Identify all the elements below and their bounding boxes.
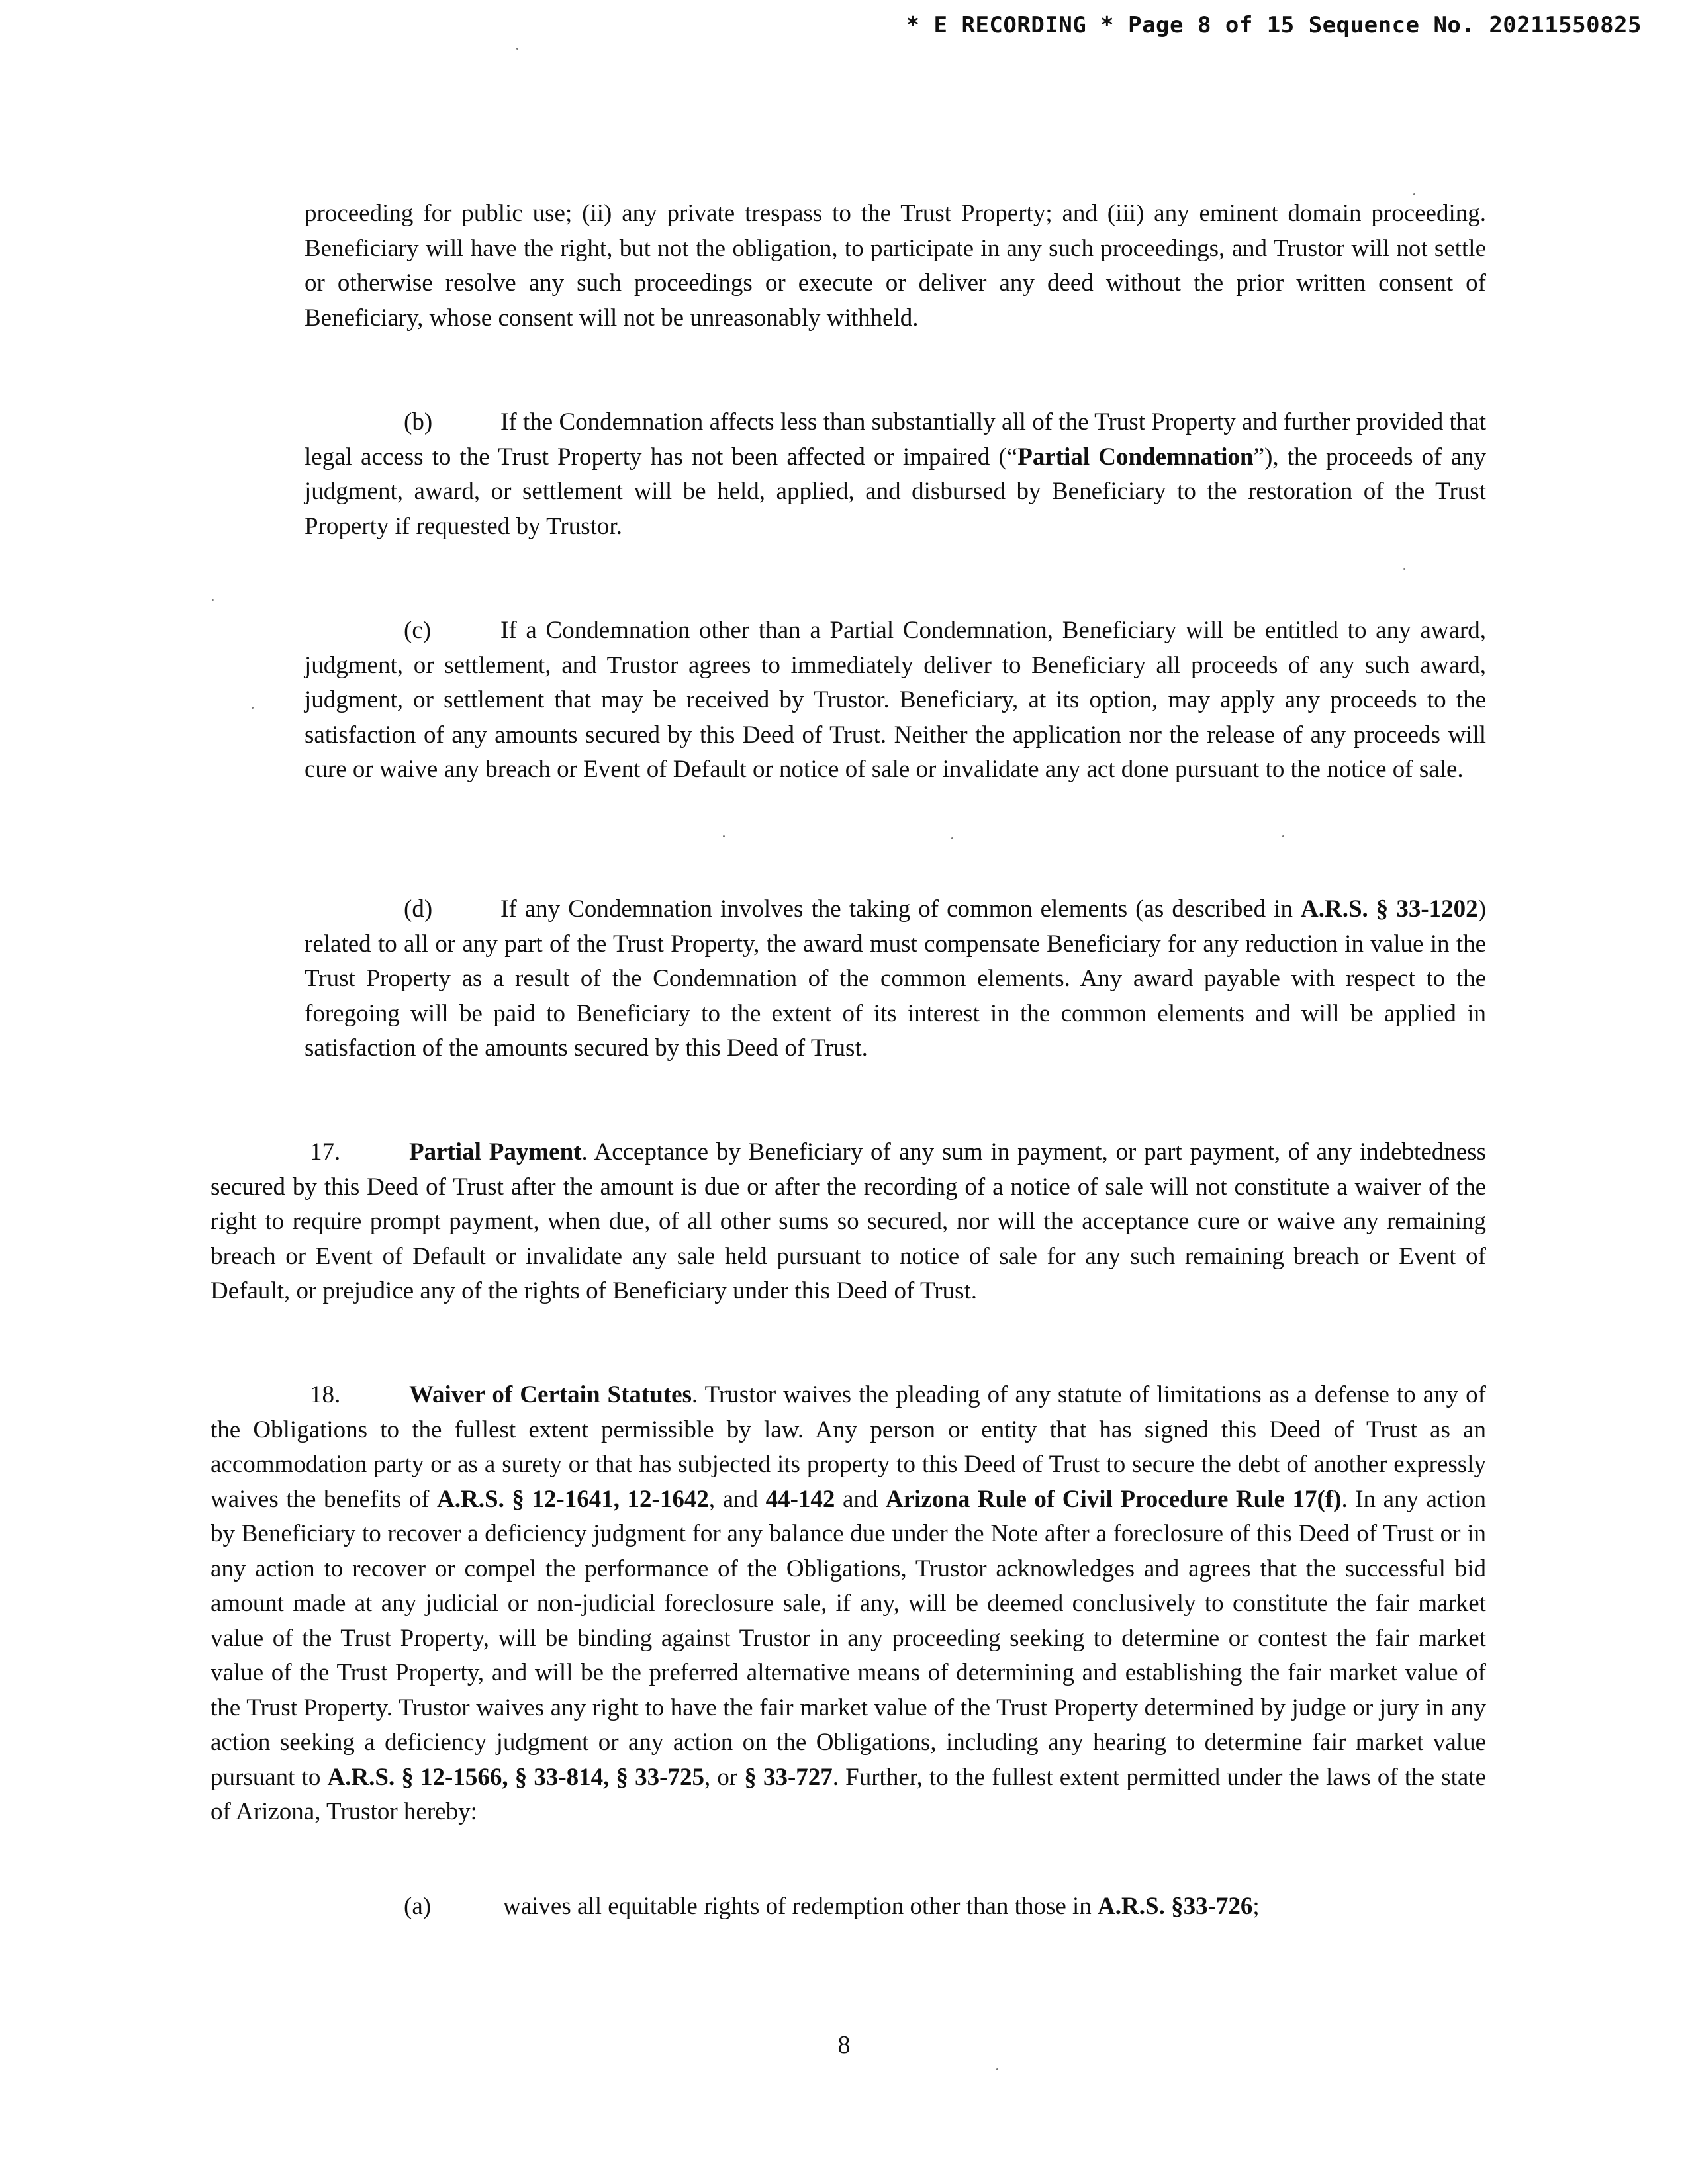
section-18-number: 18.: [310, 1381, 341, 1408]
scan-speck: [951, 837, 953, 839]
page-number: 8: [837, 2031, 851, 2059]
paragraph-b: [305, 405, 1486, 544]
section-18-sub-a-end: ;: [1252, 1893, 1260, 1920]
statute-44-142: 44-142: [765, 1485, 835, 1513]
section-18-text-5: , or: [704, 1763, 745, 1791]
section-18-text-1: . Trustor waives the pleading of any statute of limitations as a defense to any of the Obligations to the fullest extent permissible by law. Any person or entity that has signed this Deed of Trust as an accommodation party or as a surety or that has subjected its property to this Deed of Trust to secure the debt of another expressly waives the benefits of: [211, 1381, 1486, 1513]
section-18-text-6: . Further, to the fullest extent permitted under the laws of the state of Arizona, Trustor hereby:: [211, 1763, 1486, 1825]
section-17-number: 17.: [310, 1138, 341, 1165]
section-18-sub-a-text: waives all equitable rights of redemption other than those in: [503, 1893, 1098, 1920]
section-18-heading: Waiver of Certain Statutes: [409, 1381, 692, 1408]
section-18: [211, 1378, 1486, 1830]
section-17-heading: Partial Payment: [409, 1138, 582, 1165]
paragraph-b-text-before: If the Condemnation affects less than substantially all of the Trust Property and further provided that legal access to the Trust Property has not been affected or impaired (“: [305, 408, 1486, 471]
section-17-text: . Acceptance by Beneficiary of any sum in payment, or part payment, of any indebtedness secured by this Deed of Trust after the amount is due or after the recording of a notice of sale will not constitute a waiver of the right to require prompt payment, when due, of all other sums so secured, nor will the acceptance cure or waive any remaining breach or Event of Default or invalidate any sale held pursuant to notice of sale for any such remaining breach or Event of Default, or prejudice any of the rights of Beneficiary under this Deed of Trust.: [211, 1138, 1486, 1304]
paragraph-d-text-2: ) related to all or any part of the Trust Property, the award must compensate Beneficiary for any reduction in value in the Trust Property as a result of the Condemnation of the common elements. Any award payable with respect to the foregoing will be paid to Beneficiary to the extent of its interest in the common elements and will be applied in satisfaction of the amounts secured by this Deed of Trust.: [305, 895, 1487, 1062]
paragraph-d-text-1: If any Condemnation involves the taking of common elements (as described in: [500, 895, 1301, 923]
paragraph-d-label: (d): [404, 895, 433, 923]
paragraph-b-label: (b): [404, 408, 433, 435]
paragraph-continuation: proceeding for public use; (ii) any private trespass to the Trust Property; and (iii) any eminent domain proceeding. Beneficiary will have the right, but not the obligation, to participate in any such proceedings, and Trustor will not settle or otherwise resolve any such proceedings or execute or deliver any deed without the prior written consent of Beneficiary, whose consent will not be unreasonably withheld.: [305, 200, 1486, 332]
section-18-sub-a: [404, 1889, 1529, 1925]
statute-33-727: § 33-727: [744, 1763, 833, 1791]
statute-ars-33-1202: A.R.S. § 33-1202: [1301, 895, 1478, 923]
defined-term-partial-condemnation: Partial Condemnation: [1017, 443, 1254, 471]
paragraph-c: [305, 614, 1486, 788]
statute-ars-12-1566: A.R.S. § 12-1566, § 33-814, § 33-725: [327, 1763, 704, 1791]
scan-speck: [996, 2068, 998, 2070]
scan-speck: [1403, 568, 1405, 570]
section-18-sub-a-label: (a): [404, 1893, 432, 1920]
paragraph-b-text-after: ”), the proceeds of any judgment, award, or settlement will be held, applied, and disbursed by Beneficiary to the restoration of the Trust Property if requested by Trustor.: [305, 443, 1487, 540]
statute-ars-12-1641: A.R.S. § 12-1641, 12-1642: [437, 1485, 709, 1513]
scan-speck: [516, 48, 518, 50]
statute-ars-33-726: A.R.S. §33-726: [1098, 1893, 1253, 1920]
scan-speck: [212, 599, 214, 601]
scan-speck: [1282, 835, 1284, 837]
paragraph-c-text: If a Condemnation other than a Partial Condemnation, Beneficiary will be entitled to any award, judgment, or settlement, and Trustor agrees to immediately deliver to Beneficiary all proceeds of any such award, judgment, or settlement that may be received by Trustor. Beneficiary, at its option, may apply any proceeds to the satisfaction of any amounts secured by this Deed of Trust. Neither the application nor the release of any proceeds will cure or waive any breach or Event of Default or notice of sale or invalidate any act done pursuant to the notice of sale.: [305, 617, 1486, 783]
paragraph-d: [305, 892, 1486, 1066]
scan-speck: [252, 707, 254, 709]
section-18-text-4: . In any action by Beneficiary to recover a deficiency judgment for any balance due under the Note after a foreclosure of this Deed of Trust or in any action to recover or compel the performance of the Obligations, Trustor acknowledges and agrees that the successful bid amount made at any judicial or non-judicial foreclosure sale, if any, will be deemed conclusively to constitute the fair market value of the Trust Property, will be binding against Trustor in any proceeding seeking to determine or contest the fair market value of the Trust Property, and will be the preferred alternative means of determining and establishing the fair market value of the Trust Property. Trustor waives any right to have the fair market value of the Trust Property determined by judge or jury in any action seeking a deficiency judgment or any action on the Obligations, including any hearing to determine fair market value pursuant to: [211, 1485, 1486, 1791]
section-18-text-3: and: [835, 1485, 886, 1513]
scan-speck: [723, 835, 725, 837]
section-18-text-2: , and: [708, 1485, 766, 1513]
scan-speck: [1413, 193, 1415, 195]
statute-arizona-rule-17f: Arizona Rule of Civil Procedure Rule 17(f): [885, 1485, 1342, 1513]
recording-stamp: * E RECORDING * Page 8 of 15 Sequence No. 20211550825: [906, 12, 1642, 38]
section-17: [211, 1135, 1486, 1309]
paragraph-c-label: (c): [404, 617, 432, 644]
